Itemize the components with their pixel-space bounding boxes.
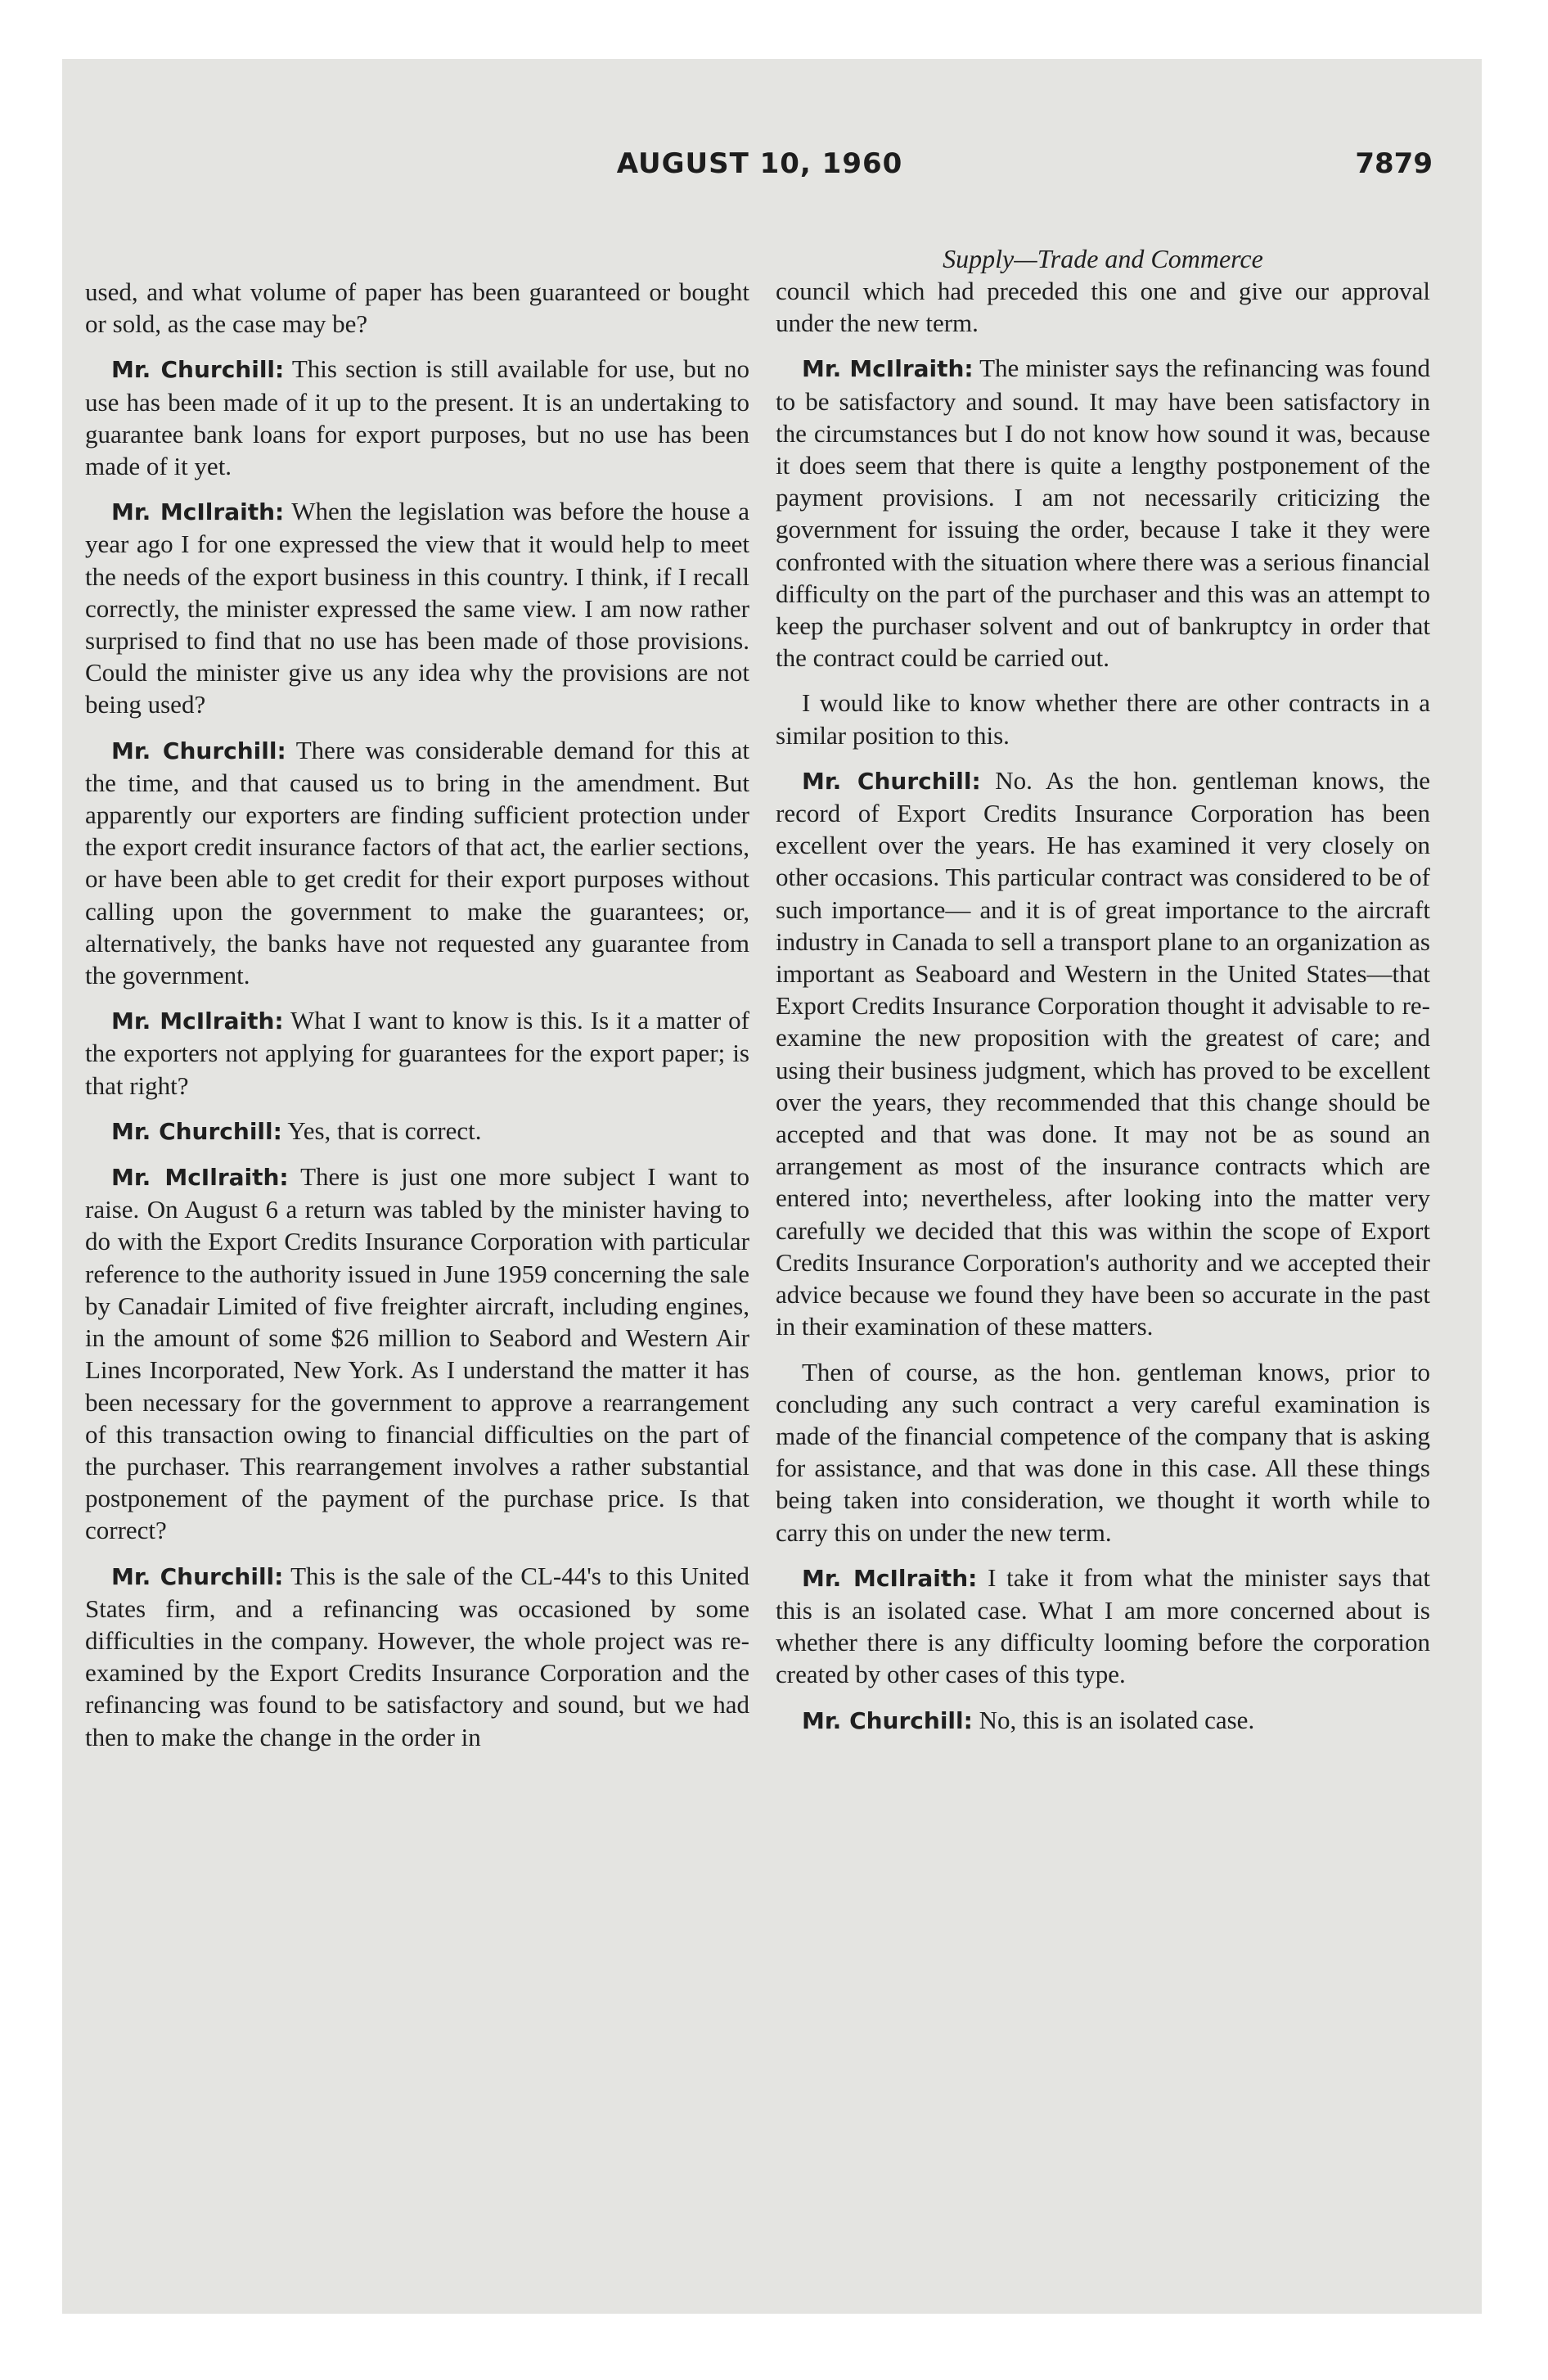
speech-paragraph [776,352,1430,674]
speaker-name: Mr. Churchill: [802,1706,973,1734]
paragraph-text: council which had preceded this one and give our approval under the new term. [776,277,1430,338]
speech-paragraph [776,1562,1430,1691]
paragraph-text: Then of course, as the hon. gentleman knows, prior to concluding any such contract a very careful examination is made of the financial competence of the company that is asking for assistance, and that was done in this case. All these things being taken into consideration, we thought it worth while to carry this on under the new term. [776,1357,1430,1547]
speech-paragraph [776,764,1430,1343]
speaker-name: Mr. Churchill: [111,1117,282,1145]
speech-paragraph [85,1115,749,1147]
section-subheading: Supply—Trade and Commerce [943,244,1263,273]
paragraph [85,276,749,340]
speaker-name: Mr. McIlraith: [111,1007,284,1035]
right-column [776,243,1430,1750]
speech-paragraph [85,1161,749,1546]
paragraph-text: I would like to know whether there are other contracts in a similar position to this. [776,688,1430,750]
speaker-name: Mr. McIlraith: [802,355,974,383]
speech-text: There was considerable demand for this at the time, and that caused us to bring in the amendment. But apparently our exporters are finding sufficient protection under the export credit insurance factors of that act, the earlier sections, or have been able to get credit for their export purposes without calling upon the government to make the guarantees; or, alternatively, the banks have not requested any guarantee from the government. [85,735,750,990]
speech-paragraph [85,1004,749,1102]
speech-text: No, this is an isolated case. [979,1705,1255,1734]
paragraph [776,275,1430,339]
speech-paragraph [776,1704,1430,1737]
page-header [87,147,1433,188]
speech-text: I take it from what the minister says that this is an isolated case. What I am more concerned about is whether there is any difficulty looming before the corporation created by other cases of this type. [776,1562,1430,1689]
speech-text: This is the sale of the CL-44's to this United States firm, and a refinancing was occasioned by some difficulties in the company. However, the whole project was re-examined by the Export Credits Insurance Corporation and the refinancing was found to be satisfactory and sound, but we had then to make the change in the order in [85,1561,749,1751]
paragraph-text: used, and what volume of paper has been guaranteed or bought or sold, as the case may be? [85,277,749,339]
speaker-name: Mr. Churchill: [111,1562,284,1590]
speaker-name: Mr. Churchill: [111,356,285,384]
paragraph [776,687,1430,751]
speech-text: When the legislation was before the house a year ago I for one expressed the view that it would help to meet the needs of the export business in this country. I think, if I recall correctly, the minister expressed the same view. I am now rather surprised to find that no use has been made of those provisions. Could the minister give us any idea why the provisions are not being used? [85,497,749,719]
left-column [85,276,749,1766]
document-page [62,59,1482,2314]
page-number: 7879 [1355,147,1433,180]
speech-text: This section is still available for use, but no use has been made of it up to the present. It is an undertaking to guarantee bank loans for export purposes, but no use has been made of it yet. [85,354,749,481]
speaker-name: Mr. McIlraith: [111,498,285,526]
speaker-name: Mr. McIlraith: [802,1564,978,1592]
speech-paragraph [85,734,749,992]
speech-text: There is just one more subject I want to raise. On August 6 a return was tabled by the minister having to do with the Export Credits Insurance Corporation with particular reference to the authority issued in June 1959 concerning the sale by Canadair Limited of five freighter aircraft, including engines, in the amount of some $26 million to Seabord and Western Air Lines Incorporated, New York. As I understand the matter it has been necessary for the government to approve a rearrangement of this transaction owing to financial difficulties on the part of the purchaser. This rearrangement involves a rather substantial postponement of the payment of the purchase price. Is that correct? [85,1162,749,1545]
speaker-name: Mr. Churchill: [802,767,981,795]
speech-text: Yes, that is correct. [287,1116,482,1145]
speech-paragraph [85,1560,749,1753]
speaker-name: Mr. Churchill: [111,737,286,764]
header-date: AUGUST 10, 1960 [616,147,903,180]
paragraph [776,1356,1430,1548]
speech-text: The minister says the refinancing was found to be satisfactory and sound. It may have been satisfactory in the circumstances but I do not know how sound it was, because it does seem that there is quite a lengthy postponement of the payment provisions. I am not necessarily criticizing the government for issuing the order, because I take it they were confronted with the situation where there was a serious financial difficulty on the part of the purchaser and this was an attempt to keep the purchaser solvent and out of bankruptcy in order that the contract could be carried out. [776,354,1430,673]
speech-text: No. As the hon. gentleman knows, the record of Export Credits Insurance Corporation has been excellent over the years. He has examined it very closely on other occasions. This particular contract was considered to be of such importance— and it is of great importance to the aircraft industry in Canada to sell a transport plane to an organization as important as Seaboard and Western in the United States—that Export Credits Insurance Corporation thought it advisable to re-examine the new proposition with the greatest of care; and using their business judgment, which has proved to be excellent over the years, they recommended that this change should be accepted and that was done. It may not be as sound an arrangement as most of the insurance contracts which are entered into; nevertheless, after looking into the matter very carefully we decided that this was within the scope of Export Credits Insurance Corporation's authority and we accepted their advice because we found they have been so accurate in the past in their examination of these matters. [776,765,1430,1341]
speech-paragraph [85,495,749,720]
speech-paragraph [85,353,749,482]
speech-text: What I want to know is this. Is it a matter of the exporters not applying for guarantees for the export paper; is that right? [85,1006,750,1100]
speaker-name: Mr. McIlraith: [111,1164,289,1192]
